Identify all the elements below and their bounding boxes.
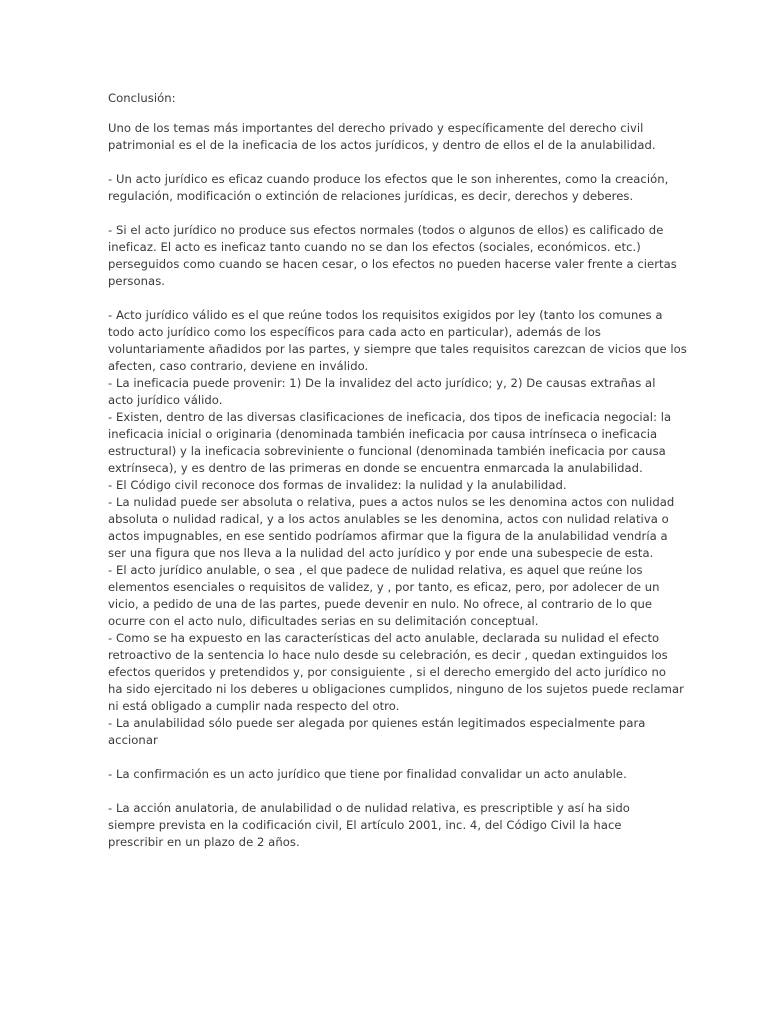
paragraph-line: - La acción anulatoria, de anulabilidad o de nulidad relativa, es prescriptible y así ha sido bbox=[108, 801, 630, 815]
paragraph bbox=[108, 800, 668, 851]
paragraph-line: - Como se ha expuesto en las características del acto anulable, declarada su nulidad el efecto bbox=[108, 631, 660, 645]
paragraph-line: Uno de los temas más importantes del derecho privado y específicamente del derecho civil bbox=[108, 121, 644, 135]
paragraph bbox=[108, 766, 668, 783]
paragraph-gap bbox=[108, 154, 668, 171]
paragraph-line: estructural) y la ineficacia sobreviniente o funcional (denominada también ineficacia por causa bbox=[108, 444, 666, 458]
document-body bbox=[108, 90, 687, 851]
paragraph-line: ineficacia inicial o originaria (denominada también ineficacia por causa intrínseca o ineficacia bbox=[108, 427, 658, 441]
paragraph bbox=[108, 307, 687, 749]
paragraph-line: regulación, modificación o extinción de relaciones jurídicas, es decir, derechos y deberes. bbox=[108, 189, 634, 203]
paragraph-line: ha sido ejercitado ni los deberes u obligaciones cumplidos, ninguno de los sujetos puede reclamar bbox=[108, 682, 684, 696]
paragraph-line: - La ineficacia puede provenir: 1) De la invalidez del acto jurídico; y, 2) De causas extrañas al bbox=[108, 376, 656, 390]
paragraph-line: actos impugnables, en ese sentido podríamos afirmar que la figura de la anulabilidad vendría a bbox=[108, 529, 668, 543]
paragraph-line: - Existen, dentro de las diversas clasificaciones de ineficacia, dos tipos de ineficacia negocial: la bbox=[108, 410, 672, 424]
paragraph-line: efectos queridos y pretendidos y, por consiguiente , si el derecho emergido del acto jurídico no bbox=[108, 665, 666, 679]
paragraph-line: - La anulabilidad sólo puede ser alegada por quienes están legitimados especialmente para bbox=[108, 716, 646, 730]
paragraph-gap bbox=[108, 205, 668, 222]
paragraph-line: - El acto jurídico anulable, o sea , el que padece de nulidad relativa, es aquel que reúne los bbox=[108, 563, 643, 577]
paragraph-line: elementos esenciales o requisitos de validez, y , por tanto, es eficaz, pero, por adolecer de un bbox=[108, 580, 660, 594]
paragraph bbox=[108, 120, 668, 154]
paragraph-line: - Un acto jurídico es eficaz cuando produce los efectos que le son inherentes, como la creación, bbox=[108, 172, 669, 186]
paragraph-line: acto jurídico válido. bbox=[108, 393, 223, 407]
paragraph-line: extrínseca), y es dentro de las primeras en donde se encuentra enmarcada la anulabilidad. bbox=[108, 461, 643, 475]
paragraph-line: personas. bbox=[108, 274, 166, 288]
paragraph-line: ni está obligado a cumplir nada respecto del otro. bbox=[108, 699, 400, 713]
paragraph-line: perseguidos como cuando se hacen cesar, o los efectos no pueden hacerse valer frente a ciertas bbox=[108, 257, 677, 271]
paragraph-line: todo acto jurídico como los específicos para cada acto en particular), además de los bbox=[108, 325, 601, 339]
paragraph-line: vicio, a pedido de una de las partes, puede devenir en nulo. No ofrece, al contrario de lo que bbox=[108, 597, 653, 611]
paragraph-line: ser una figura que nos lleva a la nulidad del acto jurídico y por ende una subespecie de esta. bbox=[108, 546, 654, 560]
paragraph-line: retroactivo de la sentencia lo hace nulo desde su celebración, es decir , quedan extinguidos los bbox=[108, 648, 668, 662]
paragraph-line: - Acto jurídico válido es el que reúne todos los requisitos exigidos por ley (tanto los comunes a bbox=[108, 308, 663, 322]
paragraph bbox=[108, 171, 668, 205]
paragraph-line: ocurre con el acto nulo, dificultades serias en su delimitación conceptual. bbox=[108, 614, 539, 628]
paragraph-line: ineficaz. El acto es ineficaz tanto cuando no se dan los efectos (sociales, económicos. etc.) bbox=[108, 240, 641, 254]
paragraphs-container bbox=[108, 120, 687, 851]
paragraph bbox=[108, 222, 677, 290]
paragraph-gap bbox=[108, 749, 668, 766]
paragraph-line: siempre prevista en la codificación civil, El artículo 2001, inc. 4, del Código Civil la hace bbox=[108, 818, 622, 832]
paragraph-line: - Si el acto jurídico no produce sus efectos normales (todos o algunos de ellos) es calificado de bbox=[108, 223, 664, 237]
paragraph-line: patrimonial es el de la ineficacia de los actos jurídicos, y dentro de ellos el de la anulabilidad. bbox=[108, 138, 656, 152]
paragraph-line: - El Código civil reconoce dos formas de invalidez: la nulidad y la anulabilidad. bbox=[108, 478, 567, 492]
paragraph-line: - La confirmación es un acto jurídico que tiene por finalidad convalidar un acto anulable. bbox=[108, 767, 627, 781]
paragraph-line: afecten, caso contrario, deviene en inválido. bbox=[108, 359, 369, 373]
paragraph-line: prescribir en un plazo de 2 años. bbox=[108, 835, 300, 849]
paragraph-gap bbox=[108, 783, 668, 800]
paragraph-gap bbox=[108, 290, 668, 307]
paragraph-line: voluntariamente añadidos por las partes, y siempre que tales requisitos carezcan de vicios que los bbox=[108, 342, 687, 356]
paragraph-line: - La nulidad puede ser absoluta o relativa, pues a actos nulos se les denomina actos con nulidad bbox=[108, 495, 675, 509]
paragraph-line: accionar bbox=[108, 733, 158, 747]
document-title: Conclusión: bbox=[108, 91, 176, 105]
paragraph-line: absoluta o nulidad radical, y a los actos anulables se les denomina, actos con nulidad relativa o bbox=[108, 512, 669, 526]
